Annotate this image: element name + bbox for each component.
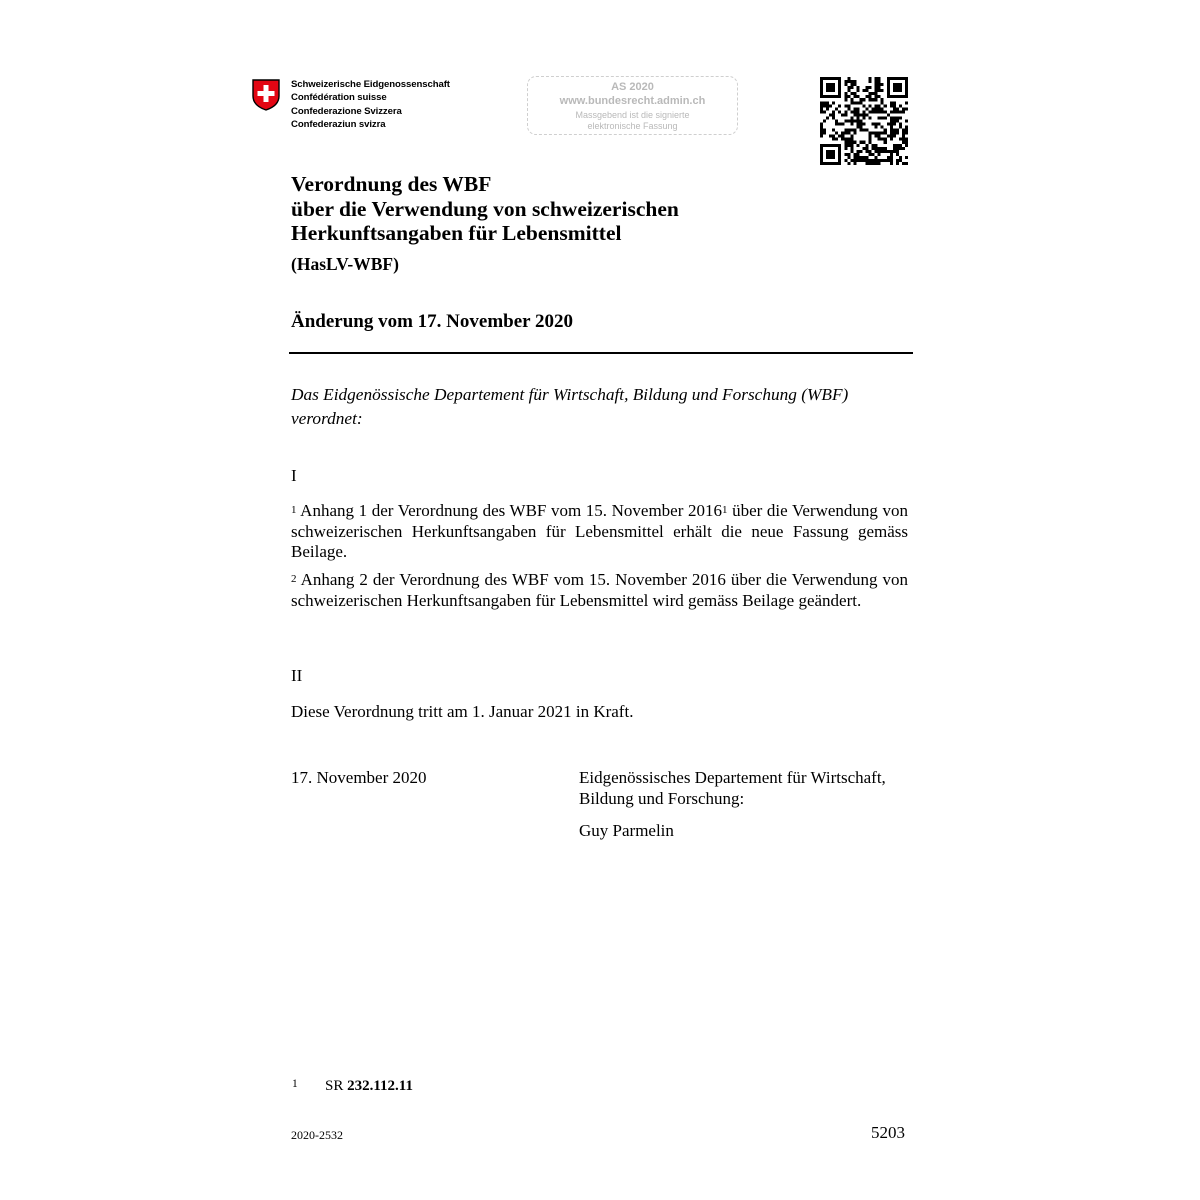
paragraph-text-continued: über die Verwendung von schweizerischen Herkunftsangaben für Lebensmittel erhält die neue Fassung gemäss Beilage. xyxy=(291,501,909,561)
footnote-reference[interactable]: 1 xyxy=(722,504,728,516)
confederation-name-de: Schweizerische Eidgenossenschaft xyxy=(291,79,450,90)
signature-date: 17. November 2020 xyxy=(291,768,427,787)
paragraph-1 xyxy=(291,501,908,563)
page-number: 5203 xyxy=(871,1123,905,1142)
confederation-name-fr: Confédération suisse xyxy=(291,92,387,104)
title-abbreviation: (HasLV-WBF) xyxy=(291,254,399,274)
stamp-note-1: Massgebend ist die signierte xyxy=(575,110,690,120)
confederation-names xyxy=(291,78,450,132)
footnote-sr-number[interactable]: 232.112.11 xyxy=(347,1078,413,1094)
footnote-mark: 1 xyxy=(292,1078,298,1090)
document-number: 2020-2532 xyxy=(291,1128,343,1142)
stamp-collection: AS 2020 xyxy=(611,81,654,93)
paragraph-number: 2 xyxy=(291,573,297,585)
qr-code-icon xyxy=(820,77,908,165)
title-divider xyxy=(289,352,913,354)
authority-line-2: Bildung und Forschung: xyxy=(579,788,745,808)
title-line-2: über die Verwendung von schweizerischen xyxy=(291,196,679,221)
signer-name: Guy Parmelin xyxy=(579,821,674,840)
paragraph-2 xyxy=(291,570,908,611)
publication-stamp xyxy=(527,76,738,135)
title-line-1: Verordnung des WBF xyxy=(291,172,492,196)
stamp-url: www.bundesrecht.admin.ch xyxy=(559,95,706,107)
paragraph-number: 1 xyxy=(291,504,297,516)
paragraph-text: Anhang 2 der Verordnung des WBF vom 15. November 2016 über die Verwendung von schweizerischen Herkunftsangaben für Lebensmittel wird gemäss Beilage geändert. xyxy=(291,570,908,610)
footnote-text xyxy=(325,1078,413,1095)
paragraph-text: Anhang 1 der Verordnung des WBF vom 15. November 2016 xyxy=(300,501,722,520)
issuing-authority xyxy=(579,768,886,809)
title-line-3: Herkunftsangaben für Lebensmittel xyxy=(291,221,622,245)
ingress: Das Eidgenössische Departement für Wirtschaft, Bildung und Forschung (WBF) verordnet: xyxy=(291,385,849,428)
confederation-name-rm: Confederaziun svizra xyxy=(291,119,386,131)
entry-into-force: Diese Verordnung tritt am 1. Januar 2021 in Kraft. xyxy=(291,702,634,721)
authority-line-1: Eidgenössisches Departement für Wirtschaft, xyxy=(579,768,886,787)
section-heading-2: II xyxy=(291,666,303,685)
confederation-name-it: Confederazione Svizzera xyxy=(291,105,402,117)
footnote-prefix: SR xyxy=(325,1078,348,1094)
section-heading-1: I xyxy=(291,466,297,485)
swiss-cross-shield-icon xyxy=(252,79,280,111)
amendment-date: Änderung vom 17. November 2020 xyxy=(291,311,574,332)
stamp-note-2: elektronische Fassung xyxy=(587,121,678,131)
document-title xyxy=(291,172,679,246)
